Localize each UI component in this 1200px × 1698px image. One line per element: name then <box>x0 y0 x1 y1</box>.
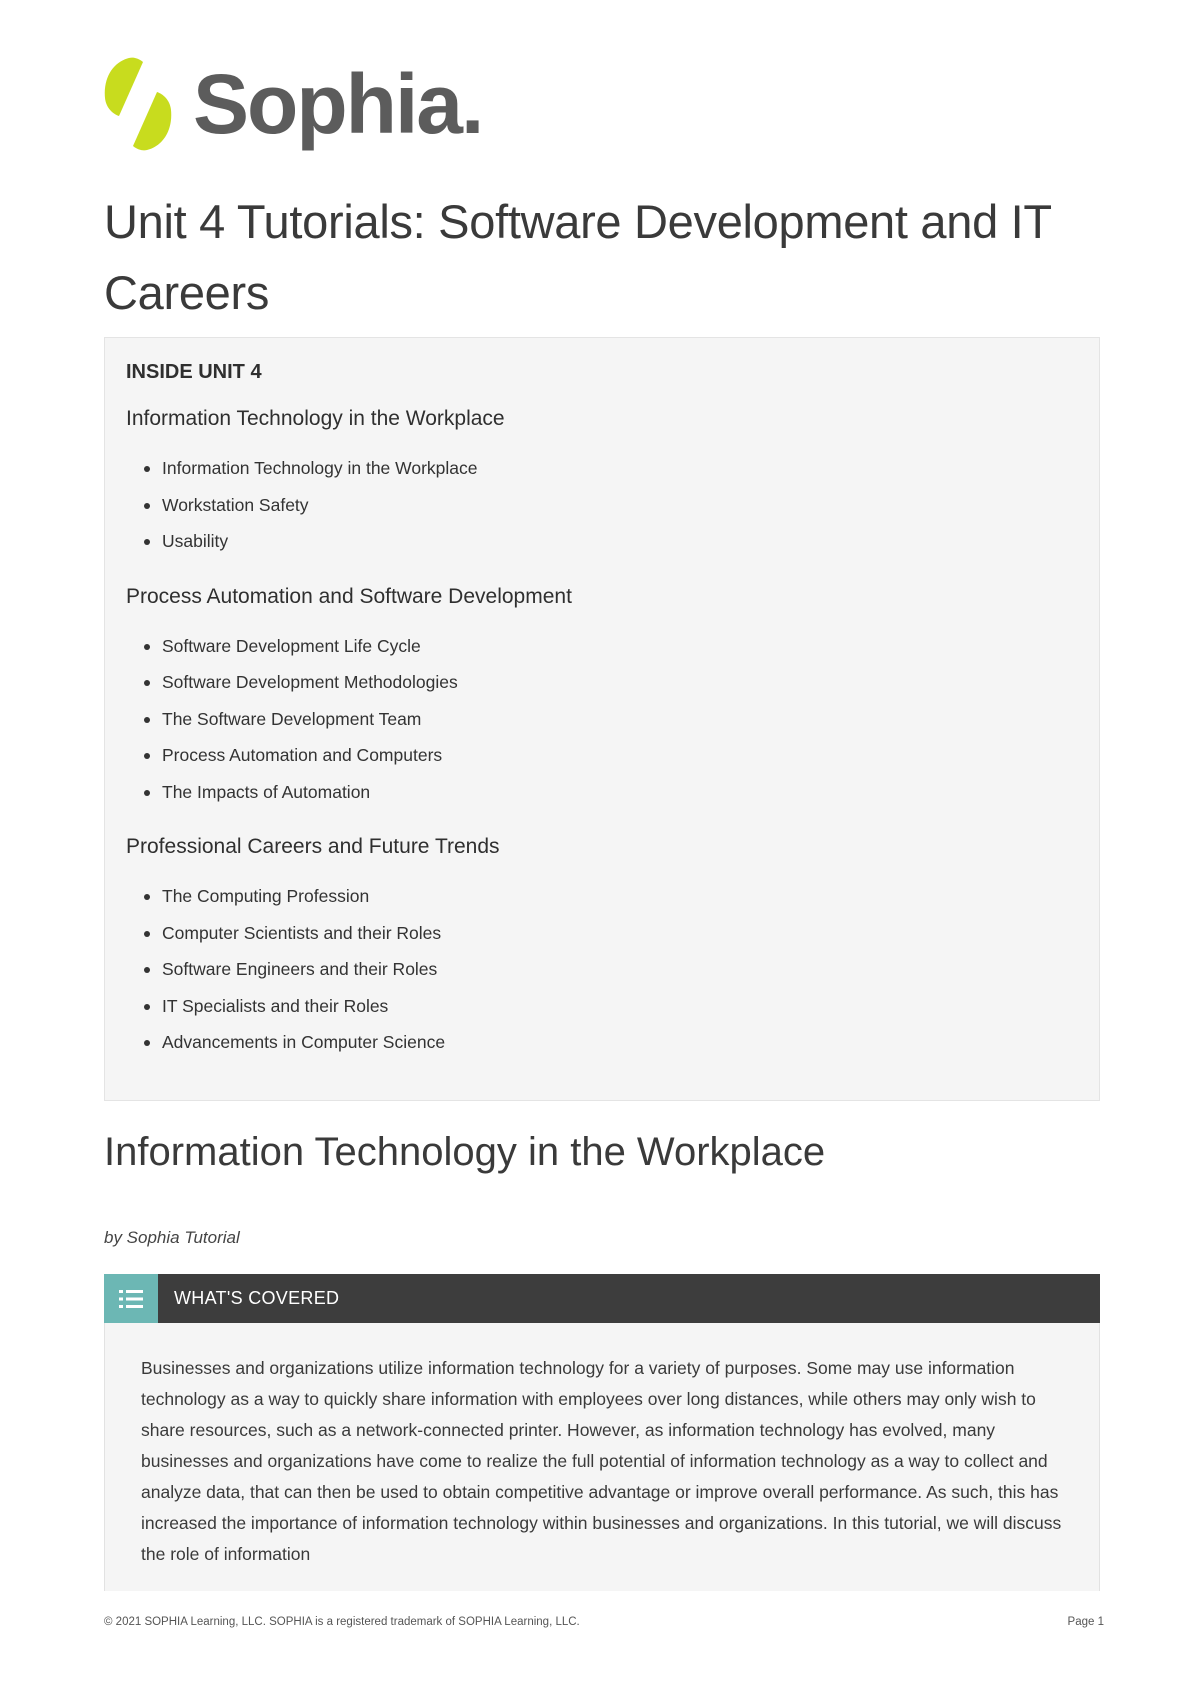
lesson-link[interactable]: IT Specialists and their Roles <box>144 988 1078 1025</box>
lesson-list <box>126 628 1078 811</box>
whats-covered-body: Businesses and organizations utilize information technology for a variety of purposes. Some may use information technology as a way to quickly share information with employees over long distances, while others may only wish to share resources, such as a network-connected printer. However, as information technology has evolved, many businesses and organizations have come to realize the full potential of information technology as a way to collect and analyze data, that can then be used to obtain competitive advantage or improve overall performance. As such, this has increased the importance of information technology within businesses and organizations. In this tutorial, we will discuss the role of information <box>104 1323 1100 1591</box>
lesson-list <box>126 878 1078 1061</box>
lesson-title: Information Technology in the Workplace <box>104 1130 826 1174</box>
lesson-link[interactable]: The Computing Profession <box>144 878 1078 915</box>
sophia-mark-icon <box>103 56 173 152</box>
lesson-link[interactable]: Computer Scientists and their Roles <box>144 915 1078 952</box>
lesson-link[interactable]: Software Development Life Cycle <box>144 628 1078 665</box>
lesson-link[interactable]: Software Development Methodologies <box>144 664 1078 701</box>
unit-contents-box <box>104 337 1100 1101</box>
lesson-link[interactable]: Workstation Safety <box>144 487 1078 524</box>
lesson-list <box>126 450 1078 560</box>
unit-contents-heading: INSIDE UNIT 4 <box>126 361 262 383</box>
sophia-logo <box>103 56 482 152</box>
lesson-link[interactable]: Information Technology in the Workplace <box>144 450 1078 487</box>
byline: by Sophia Tutorial <box>104 1228 240 1247</box>
whats-covered-header <box>104 1274 1100 1323</box>
lesson-link[interactable]: The Impacts of Automation <box>144 774 1078 811</box>
lesson-link[interactable]: The Software Development Team <box>144 701 1078 738</box>
section-title: Process Automation and Software Development <box>126 584 572 608</box>
lesson-link[interactable]: Software Engineers and their Roles <box>144 951 1078 988</box>
section-title: Professional Careers and Future Trends <box>126 835 500 858</box>
page-number: Page 1 <box>1067 1616 1104 1628</box>
section-title: Information Technology in the Workplace <box>126 407 505 430</box>
list-icon <box>104 1274 158 1323</box>
lesson-link[interactable]: Process Automation and Computers <box>144 737 1078 774</box>
page-title: Unit 4 Tutorials: Software Development and IT Careers <box>104 195 1051 319</box>
footer-copyright: © 2021 SOPHIA Learning, LLC. SOPHIA is a registered trademark of SOPHIA Learning, LLC. <box>104 1616 580 1628</box>
lesson-link[interactable]: Advancements in Computer Science <box>144 1024 1078 1061</box>
lesson-link[interactable]: Usability <box>144 523 1078 560</box>
whats-covered-label: WHAT'S COVERED <box>174 1288 340 1308</box>
brand-wordmark: Sophia. <box>193 57 483 151</box>
